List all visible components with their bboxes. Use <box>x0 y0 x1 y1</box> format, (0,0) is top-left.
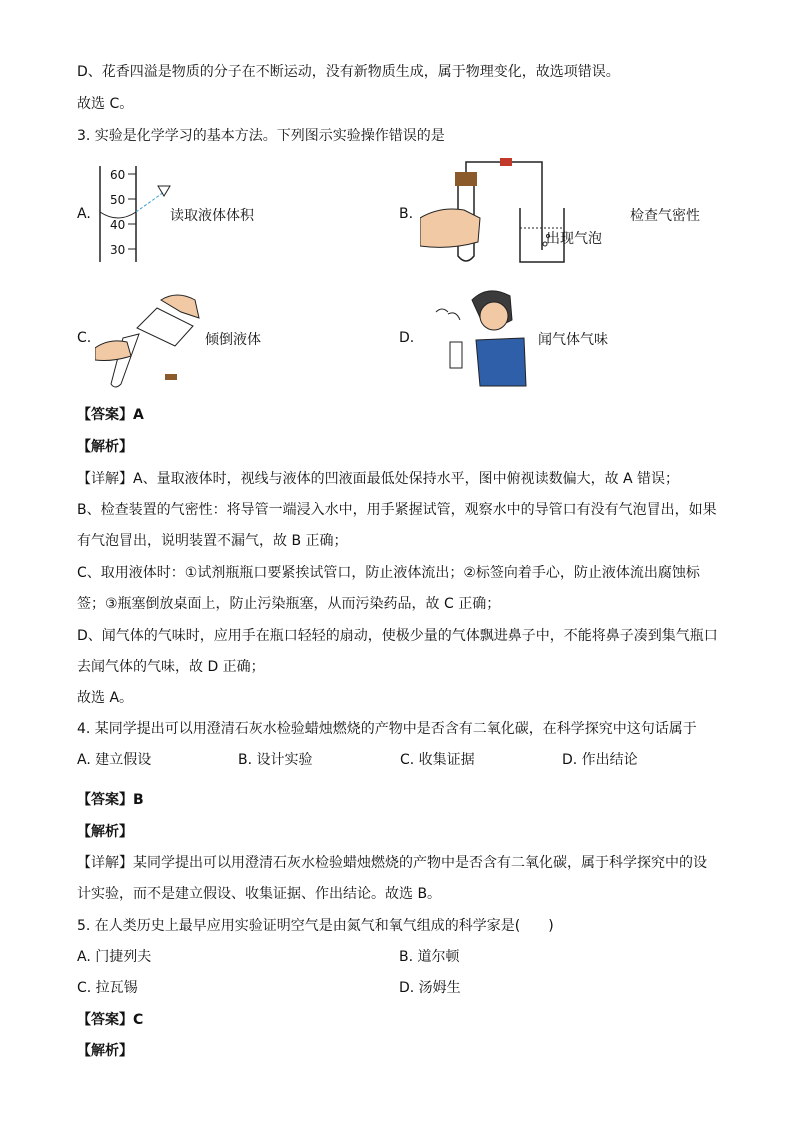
q3-detail-line: 去闻气体的气味，故 D 正确； <box>77 659 265 675</box>
q3-answer: 【答案】A <box>77 407 144 423</box>
q5-option-d: D. 汤姆生 <box>399 980 461 996</box>
q3-detail-line: 签；③瓶塞倒放桌面上，防止污染瓶塞，从而污染药品，故 C 正确； <box>77 596 501 612</box>
q2-choose: 故选 C。 <box>77 96 134 112</box>
q4-option-a: A. 建立假设 <box>77 752 152 768</box>
q3-option-c-letter: C. <box>77 330 92 346</box>
q4-option-d: D. 作出结论 <box>562 752 638 768</box>
q4-detail-line: 计实验，而不是建立假设、收集证据、作出结论。故选 B。 <box>77 886 442 902</box>
tick-50: 50 <box>110 193 126 207</box>
tick-60: 60 <box>110 168 126 182</box>
q3-option-b-caption: 检查气密性 <box>630 208 700 224</box>
q3-stem: 3. 实验是化学学习的基本方法。下列图示实验操作错误的是 <box>77 128 445 144</box>
q4-answer: 【答案】B <box>77 792 144 808</box>
q3-detail-line: B、检查装置的气密性：将导管一端浸入水中，用手紧握试管，观察水中的导管口有没有气泡冒出，如果 <box>77 502 717 518</box>
smelling-gas-figure <box>428 282 532 388</box>
q3-option-a-letter: A. <box>77 206 91 222</box>
q4-detail-line: 【详解】某同学提出可以用澄清石灰水检验蜡烛燃烧的产物中是否含有二氧化碳，属于科学探究中的设 <box>77 855 707 871</box>
q3-detail-line: D、闻气体的气味时，应用手在瓶口轻轻的扇动，使极少量的气体飘进鼻子中，不能将鼻子凑到集气瓶口 <box>77 628 718 644</box>
q4-option-b: B. 设计实验 <box>238 752 313 768</box>
q3-detail-line: 有气泡冒出，说明装置不漏气，故 B 正确； <box>77 533 348 549</box>
q5-stem: 5. 在人类历史上最早应用实验证明空气是由氮气和氧气组成的科学家是( ) <box>77 918 554 934</box>
q5-option-c: C. 拉瓦锡 <box>77 980 138 996</box>
q3-option-d-caption: 闻气体气味 <box>538 332 608 348</box>
airtightness-apparatus-figure <box>420 158 580 268</box>
q5-option-a: A. 门捷列夫 <box>77 949 152 965</box>
q3-analysis-heading: 【解析】 <box>77 439 133 455</box>
q3-detail-line: 故选 A。 <box>77 690 134 706</box>
tick-30: 30 <box>110 243 126 257</box>
q3-option-a-caption: 读取液体体积 <box>170 208 254 224</box>
q4-stem: 4. 某同学提出可以用澄清石灰水检验蜡烛燃烧的产物中是否含有二氧化碳，在科学探究中这句话属于 <box>77 721 697 737</box>
q3-detail-line: C、取用液体时：①试剂瓶瓶口要紧挨试管口，防止液体流出；②标签向着手心，防止液体流出腐蚀标 <box>77 565 700 581</box>
tick-40: 40 <box>110 218 126 232</box>
q4-option-c: C. 收集证据 <box>400 752 475 768</box>
q2-option-d-explanation: D、花香四溢是物质的分子在不断运动，没有新物质生成，属于物理变化，故选项错误。 <box>77 64 620 80</box>
graduated-cylinder-figure <box>92 162 172 264</box>
q5-answer: 【答案】C <box>77 1012 144 1028</box>
q3-option-c-caption: 倾倒液体 <box>205 332 261 348</box>
q5-option-b: B. 道尔顿 <box>399 949 460 965</box>
q3-option-d-letter: D. <box>399 330 415 346</box>
pouring-liquid-figure <box>95 290 205 390</box>
q3-option-b-letter: B. <box>399 206 414 222</box>
q4-analysis-heading: 【解析】 <box>77 824 133 840</box>
q5-analysis-heading: 【解析】 <box>77 1043 133 1059</box>
bubble-label: 出现气泡 <box>546 231 602 247</box>
q3-detail-line: 【详解】A、量取液体时，视线与液体的凹液面最低处保持水平，图中俯视读数偏大，故 A 错误； <box>77 471 680 487</box>
